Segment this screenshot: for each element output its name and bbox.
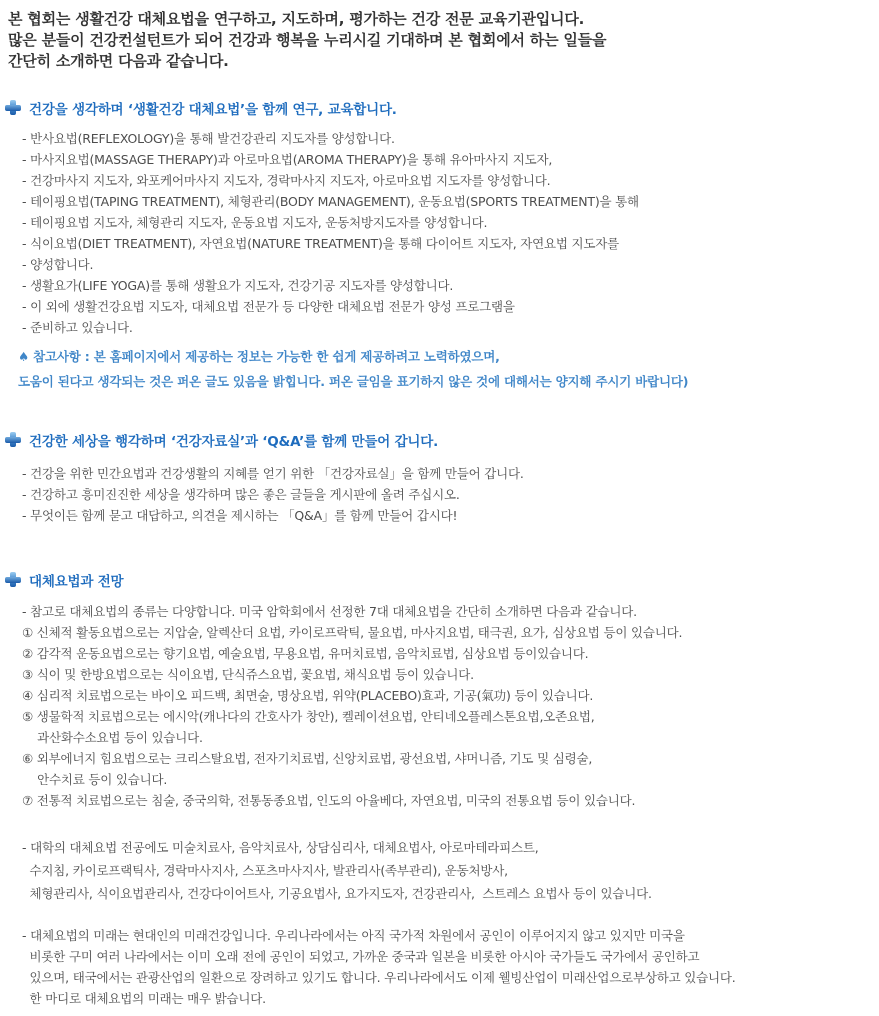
text-line: ♠ 참고사항 : 본 홈페이지에서 제공하는 정보는 가능한 한 쉽게 제공하려고 노력하였으며, [18,349,500,364]
intro-paragraph [0,0,879,72]
text-line: - 참고로 대체요법의 종류는 다양합니다. 미국 암학회에서 선정한 7대 대체요법을 간단히 소개하면 다음과 같습니다. [22,604,637,619]
text-line: - 이 외에 생활건강요법 지도자, 대체요법 전문가 등 다양한 대체요법 전문가 양성 프로그램을 [22,299,515,314]
text-line: 체형관리사, 식이요법관리사, 건강다이어트사, 기공요법사, 요가지도자, 건강관리사, 스트레스 요법사 등이 있습니다. [22,886,652,901]
university-majors-paragraph [0,836,879,905]
text-line: 과산화수소요법 등이 있습니다. [22,730,203,745]
text-line: 한 마디로 대체요법의 미래는 매우 밝습니다. [22,991,266,1006]
blue-cross-icon [5,100,21,115]
text-line: 본 협회는 생활건강 대체요법을 연구하고, 지도하며, 평가하는 건강 전문 교육기관입니다. [8,10,585,28]
section-data-room-qna [0,431,879,526]
blue-cross-icon [5,572,21,587]
text-line: ② 감각적 운동요법으로는 향기요법, 예술요법, 무용요법, 유머치료법, 음악치료법, 심상요법 등이있습니다. [22,646,589,661]
section-item-list [0,128,879,338]
text-line: - 준비하고 있습니다. [22,320,133,335]
text-line: - 건강하고 흥미진진한 세상을 생각하며 많은 좋은 글들을 게시판에 올려 주십시오. [22,487,460,502]
section-title: 건강한 세상을 행각하며 ‘건강자료실’과 ‘Q&A’를 함께 만들어 갑니다. [29,433,439,450]
section-title: 건강을 생각하며 ‘생활건강 대체요법’을 함께 연구, 교육합니다. [29,101,397,118]
text-line: ⑦ 전통적 치료법으로는 침술, 중국의학, 전통동종요법, 인도의 아율베다, 자연요법, 미국의 전통요법 등이 있습니다. [22,793,636,808]
text-line: - 건강을 위한 민간요법과 건강생활의 지혜를 얻기 위한 「건강자료실」을 함께 만들어 갑니다. [22,466,524,481]
text-line: ⑤ 생물학적 치료법으로는 에시악(캐나다의 간호사가 창안), 켈레이션요법, 안티네오플레스톤요법,오존요법, [22,709,595,724]
text-line: - 테이핑요법 지도자, 체형관리 지도자, 운동요법 지도자, 운동처방지도자를 양성합니다. [22,215,488,230]
text-line: - 식이요법(DIET TREATMENT), 자연요법(NATURE TREATMENT)을 통해 다이어트 지도자, 자연요법 지도자를 [22,236,620,251]
section-header [0,99,879,116]
text-line: 간단히 소개하면 다음과 같습니다. [8,52,229,70]
text-line: 많은 분들이 건강컨설턴트가 되어 건강과 행복을 누리시길 기대하며 본 협회에서 하는 일들을 [8,31,607,49]
text-line: ③ 식이 및 한방요법으로는 식이요법, 단식쥬스요법, 꽃요법, 채식요법 등이 있습니다. [22,667,474,682]
text-line: 수지침, 카이로프랙틱사, 경락마사지사, 스포츠마사지사, 발관리사(족부관리), 운동처방사, [22,863,508,878]
blue-cross-icon [5,432,21,447]
section-header [0,571,879,588]
text-line: - 대학의 대체요법 전공에도 미술치료사, 음악치료사, 상담심리사, 대체요법사, 아로마테라피스트, [22,840,539,855]
text-line: - 무엇이든 함께 묻고 대답하고, 의견을 제시하는 「Q&A」를 함께 만들어 갑시다! [22,508,458,523]
text-line: - 테이핑요법(TAPING TREATMENT), 체형관리(BODY MANAGEMENT), 운동요법(SPORTS TREATMENT)을 통해 [22,194,639,209]
text-line: - 양성합니다. [22,257,94,272]
reference-note [0,344,879,394]
text-line: 도움이 된다고 생각되는 것은 퍼온 글도 있음을 밝힙니다. 퍼온 글임을 표기하지 않은 것에 대해서는 양지해 주시기 바랍니다) [18,374,689,389]
text-line: 비롯한 구미 여러 나라에서는 이미 오래 전에 공인이 되었고, 가까운 중국과 일본을 비롯한 아시아 국가들도 국가에서 공인하고 [22,949,700,964]
text-line: - 건강마사지 지도자, 와포케어마사지 지도자, 경락마사지 지도자, 아로마요법 지도자를 양성합니다. [22,173,551,188]
section-item-list [0,463,879,526]
text-line: ④ 심리적 치료법으로는 바이오 피드백, 최면술, 명상요법, 위약(PLACEBO)효과, 기공(氣功) 등이 있습니다. [22,688,594,703]
section-alternative-therapy-outlook [0,571,879,1009]
future-outlook-paragraph [0,925,879,1009]
text-line: 있으며, 태국에서는 관광산업의 일환으로 장려하고 있기도 합니다. 우리나라에서도 이제 웰빙산업이 미래산업으로부상하고 있습니다. [22,970,736,985]
text-line: ⑥ 외부에너지 힘요법으로는 크리스탈요법, 전자기치료법, 신앙치료법, 광선요법, 샤머니즘, 기도 및 심령술, [22,751,593,766]
section-header [0,431,879,448]
text-line: - 생활요가(LIFE YOGA)를 통해 생활요가 지도자, 건강기공 지도자를 양성합니다. [22,278,454,293]
numbered-therapy-list [0,601,879,811]
text-line: ① 신체적 활동요법으로는 지압술, 알렉산더 요법, 카이로프락틱, 물요법, 마사지요법, 태극권, 요가, 심상요법 등이 있습니다. [22,625,683,640]
text-line: 안수치료 등이 있습니다. [22,772,168,787]
section-research-education [0,99,879,394]
text-line: - 대체요법의 미래는 현대인의 미래건강입니다. 우리나라에서는 아직 국가적 차원에서 공인이 이루어지지 않고 있지만 미국을 [22,928,685,943]
text-line: - 마사지요법(MASSAGE THERAPY)과 아로마요법(AROMA THERAPY)을 통해 유아마사지 지도자, [22,152,553,167]
text-line: - 반사요법(REFLEXOLOGY)을 통해 발건강관리 지도자를 양성합니다. [22,131,395,146]
section-title: 대체요법과 전망 [29,573,124,590]
